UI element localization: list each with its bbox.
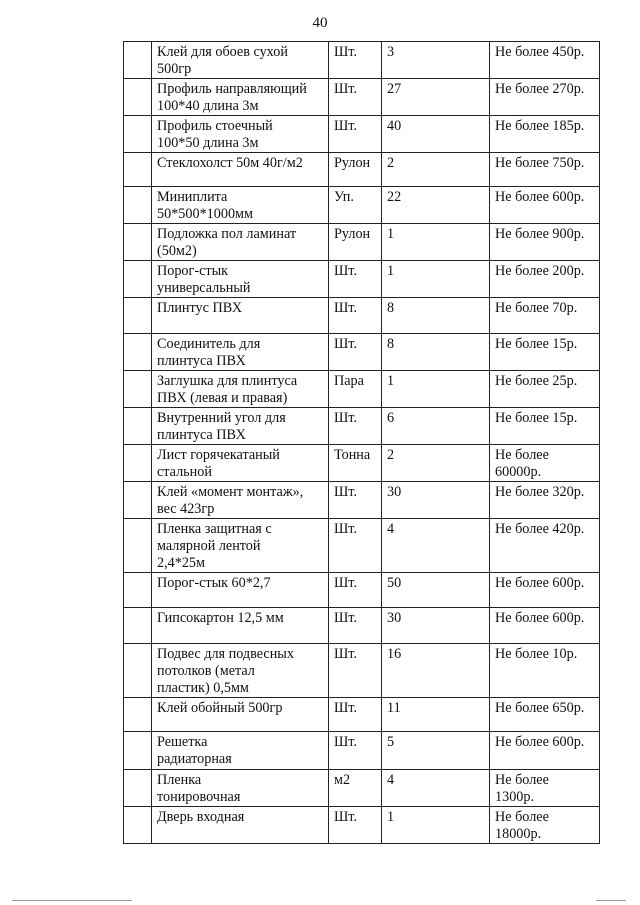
unit-cell: Шт. [329,573,382,608]
table-row [124,519,600,573]
unit-cell: Рулон [329,224,382,261]
item-name-cell [152,770,329,807]
price-cell [490,187,600,224]
item-name-cell [152,608,329,644]
price-cell [490,79,600,116]
item-name-cell [152,187,329,224]
item-name-line: Профиль направляющий [157,81,307,97]
unit-cell: Шт. [329,116,382,153]
item-name-line: Порог-стык 60*2,7 [157,575,271,591]
row-number-cell [124,371,152,408]
table-row [124,573,600,608]
price-line: Не более 650р. [495,700,585,716]
item-name-line: Плинтус ПВХ [157,300,243,316]
item-name-cell [152,153,329,187]
item-name-line: 100*40 длина 3м [157,98,259,114]
item-name-line: Подложка пол ламинат [157,226,297,242]
unit-cell: м2 [329,770,382,807]
item-name-line: Клей обойный 500гр [157,700,283,716]
table-row [124,445,600,482]
item-name-line: Порог-стык [157,263,228,279]
quantity-cell: 4 [382,770,490,807]
quantity-cell: 22 [382,187,490,224]
price-line: Не более 600р. [495,189,585,205]
price-cell [490,482,600,519]
unit-cell: Шт. [329,408,382,445]
unit-cell: Шт. [329,482,382,519]
price-line: Не более 450р. [495,44,585,60]
price-cell [490,573,600,608]
table-row [124,187,600,224]
item-name-cell [152,79,329,116]
price-cell [490,334,600,371]
table-row [124,732,600,770]
item-name-line: 2,4*25м [157,555,205,571]
item-name-cell [152,334,329,371]
quantity-cell: 50 [382,573,490,608]
price-line: Не более 70р. [495,300,578,316]
quantity-cell: 27 [382,79,490,116]
unit-cell: Шт. [329,644,382,698]
item-name-line: 500гр [157,61,192,77]
price-cell [490,608,600,644]
price-line: Не более [495,809,549,825]
footer-rule-right [596,900,626,901]
item-name-cell [152,698,329,732]
item-name-line: ПВХ (левая и правая) [157,390,288,406]
row-number-cell [124,698,152,732]
price-line: Не более 200р. [495,263,585,279]
row-number-cell [124,770,152,807]
unit-cell: Шт. [329,698,382,732]
price-cell [490,261,600,298]
price-line: Не более 900р. [495,226,585,242]
row-number-cell [124,573,152,608]
price-cell [490,644,600,698]
price-cell [490,445,600,482]
item-name-cell [152,644,329,698]
item-name-line: пластик) 0,5мм [157,680,249,696]
price-line: Не более [495,772,549,788]
quantity-cell: 30 [382,482,490,519]
price-cell [490,153,600,187]
price-line: Не более 10р. [495,646,578,662]
price-line: Не более 15р. [495,410,578,426]
quantity-cell: 1 [382,224,490,261]
item-name-cell [152,371,329,408]
item-name-cell [152,519,329,573]
item-name-line: Профиль стоечный [157,118,273,134]
unit-cell: Уп. [329,187,382,224]
unit-cell: Рулон [329,153,382,187]
item-name-line: стальной [157,464,212,480]
price-cell [490,519,600,573]
item-name-cell [152,807,329,844]
row-number-cell [124,224,152,261]
unit-cell: Шт. [329,79,382,116]
price-line: 60000р. [495,464,542,480]
item-name-line: Заглушка для плинтуса [157,373,298,389]
price-cell [490,807,600,844]
item-name-cell [152,42,329,79]
item-name-line: тонировочная [157,789,241,805]
row-number-cell [124,644,152,698]
price-line: Не более 15р. [495,336,578,352]
unit-cell: Шт. [329,608,382,644]
quantity-cell: 16 [382,644,490,698]
table-row [124,334,600,371]
page-number: 40 [312,15,328,31]
item-name-line: плинтуса ПВХ [157,353,246,369]
price-line: 1300р. [495,789,535,805]
row-number-cell [124,153,152,187]
price-cell [490,408,600,445]
unit-cell: Шт. [329,334,382,371]
quantity-cell: 1 [382,371,490,408]
item-name-line: 100*50 длина 3м [157,135,259,151]
item-name-line: Миниплита [157,189,228,205]
unit-cell: Шт. [329,807,382,844]
item-name-line: плинтуса ПВХ [157,427,246,443]
price-cell [490,298,600,334]
quantity-cell: 1 [382,807,490,844]
unit-cell: Шт. [329,732,382,770]
row-number-cell [124,445,152,482]
quantity-cell: 2 [382,445,490,482]
price-line: Не более 25р. [495,373,578,389]
item-name-cell [152,298,329,334]
quantity-cell: 40 [382,116,490,153]
row-number-cell [124,519,152,573]
item-name-line: Подвес для подвесных [157,646,294,662]
footer-rule-left [12,900,132,901]
quantity-cell: 30 [382,608,490,644]
price-line: 18000р. [495,826,542,842]
row-number-cell [124,732,152,770]
item-name-line: потолков (метал [157,663,255,679]
item-name-line: Соединитель для [157,336,261,352]
table-row [124,807,600,844]
row-number-cell [124,187,152,224]
quantity-cell: 8 [382,334,490,371]
item-name-cell [152,116,329,153]
price-cell [490,770,600,807]
unit-cell: Шт. [329,42,382,79]
item-name-line: Внутренний угол для [157,410,286,426]
price-line: Не более 185р. [495,118,585,134]
item-name-line: универсальный [157,280,251,296]
item-name-line: радиаторная [157,751,232,767]
row-number-cell [124,261,152,298]
unit-cell: Тонна [329,445,382,482]
price-line: Не более 600р. [495,575,585,591]
table-row [124,153,600,187]
table-row [124,371,600,408]
row-number-cell [124,482,152,519]
unit-cell: Шт. [329,261,382,298]
item-name-cell [152,732,329,770]
row-number-cell [124,116,152,153]
item-name-line: Лист горячекатаный [157,447,280,463]
item-name-cell [152,261,329,298]
price-cell [490,116,600,153]
quantity-cell: 4 [382,519,490,573]
unit-cell: Шт. [329,519,382,573]
quantity-cell: 5 [382,732,490,770]
item-name-line: Гипсокартон 12,5 мм [157,610,284,626]
table-row [124,224,600,261]
quantity-cell: 8 [382,298,490,334]
price-cell [490,732,600,770]
price-line: Не более [495,447,549,463]
table-row [124,698,600,732]
row-number-cell [124,608,152,644]
table-row [124,770,600,807]
item-name-cell [152,573,329,608]
quantity-cell: 11 [382,698,490,732]
price-line: Не более 420р. [495,521,585,537]
item-name-line: Решетка [157,734,208,750]
item-name-line: (50м2) [157,243,197,259]
row-number-cell [124,79,152,116]
table-row [124,644,600,698]
price-cell [490,698,600,732]
item-name-line: Пленка [157,772,202,788]
table-row [124,116,600,153]
table-row [124,482,600,519]
row-number-cell [124,42,152,79]
row-number-cell [124,408,152,445]
table-row [124,608,600,644]
quantity-cell: 3 [382,42,490,79]
item-name-cell [152,482,329,519]
price-line: Не более 600р. [495,734,585,750]
row-number-cell [124,334,152,371]
item-name-cell [152,408,329,445]
materials-table [123,41,600,844]
table-row [124,42,600,79]
price-line: Не более 320р. [495,484,585,500]
item-name-line: Клей «момент монтаж», [157,484,304,500]
item-name-line: Клей для обоев сухой [157,44,288,60]
item-name-cell [152,445,329,482]
table-row [124,79,600,116]
price-cell [490,224,600,261]
price-cell [490,371,600,408]
item-name-cell [152,224,329,261]
table-row [124,298,600,334]
item-name-line: Пленка защитная с [157,521,272,537]
item-name-line: Дверь входная [157,809,245,825]
item-name-line: Стеклохолст 50м 40г/м2 [157,155,303,171]
item-name-line: 50*500*1000мм [157,206,253,222]
price-line: Не более 750р. [495,155,585,171]
price-line: Не более 270р. [495,81,585,97]
quantity-cell: 1 [382,261,490,298]
row-number-cell [124,298,152,334]
price-cell [490,42,600,79]
row-number-cell [124,807,152,844]
quantity-cell: 6 [382,408,490,445]
unit-cell: Пара [329,371,382,408]
item-name-line: малярной лентой [157,538,261,554]
item-name-line: вес 423гр [157,501,215,517]
table-body [124,42,600,844]
table-row [124,408,600,445]
price-line: Не более 600р. [495,610,585,626]
table-row [124,261,600,298]
quantity-cell: 2 [382,153,490,187]
unit-cell: Шт. [329,298,382,334]
